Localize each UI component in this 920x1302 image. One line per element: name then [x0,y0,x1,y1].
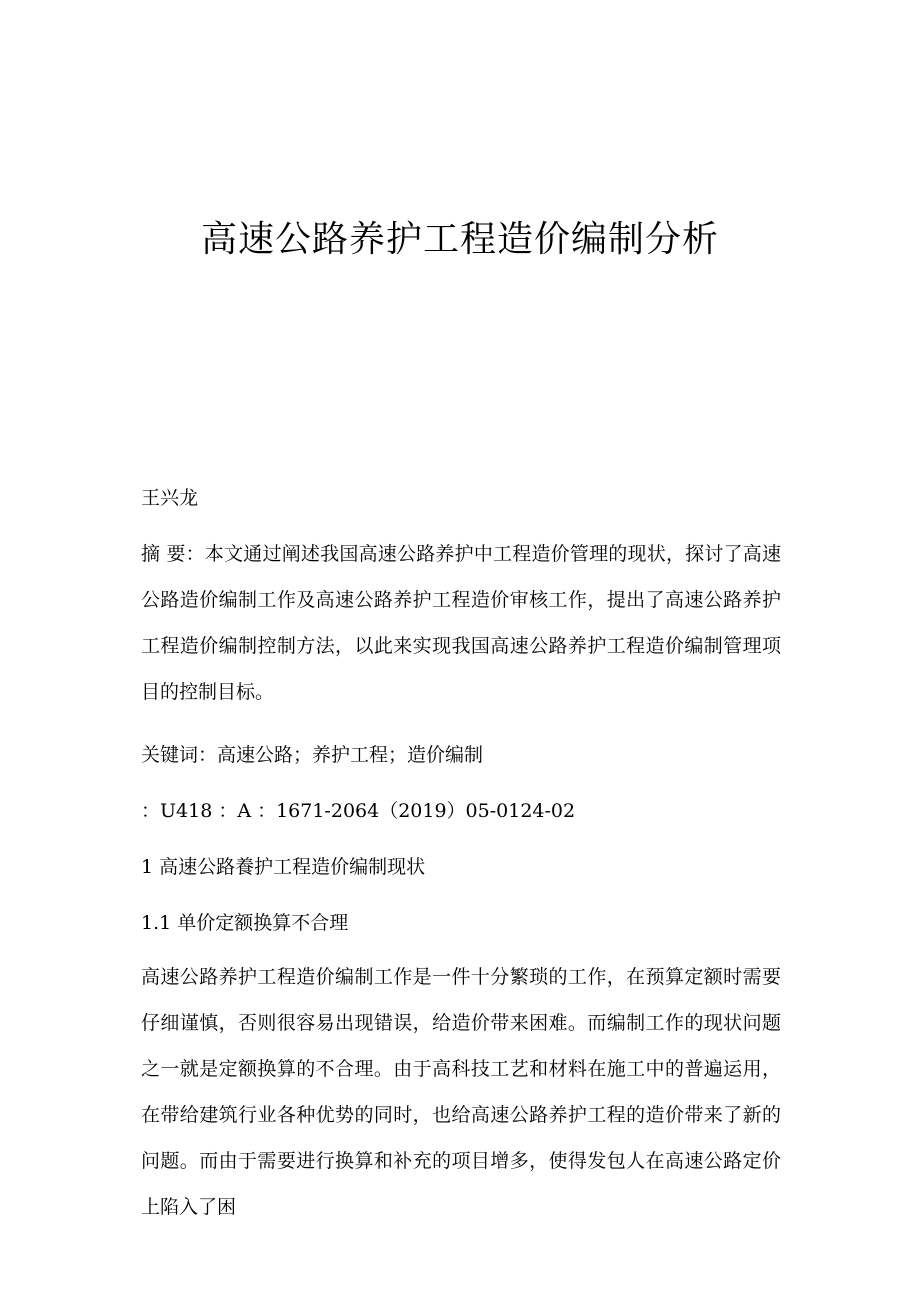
section-heading: 1 高速公路養护工程造价编制现状 [141,856,426,878]
abstract: 摘 要：本文通过阐述我国高速公路养护中工程造价管理的现状，探讨了高速公路造价编制工作及高速公路养护工程造价审核工作，提出了高速公路养护工程造价编制控制方法，以此来实现我国高速公路养护工程造价编制管理项目的控制目标。 [141,543,781,703]
classification-numbers: ：U418 ：A ：1671-2064（2019）05-0124-02 [141,800,576,822]
subsection-heading: 1.1 单价定额换算不合理 [141,912,349,934]
body-paragraph: 高速公路养护工程造价编制工作是一件十分繁琐的工作，在预算定额时需要仔细谨慎，否则很容易出现错误，给造价带来困难。而编制工作的现状问题之一就是定额换算的不合理。由于高科技工艺和材料在施工中的普遍运用，在带给建筑行业各种优势的同时，也给高速公路养护工程的造价带来了新的问题。而由于需要进行换算和补充的项目增多，使得发包人在高速公路定价上陷入了困 [141,966,781,1218]
document-title: 高速公路养护工程造价编制分析 [200,219,719,260]
author-name: 王兴龙 [141,487,199,509]
keywords: 关键词：高速公路；养护工程；造价编制 [141,744,484,766]
